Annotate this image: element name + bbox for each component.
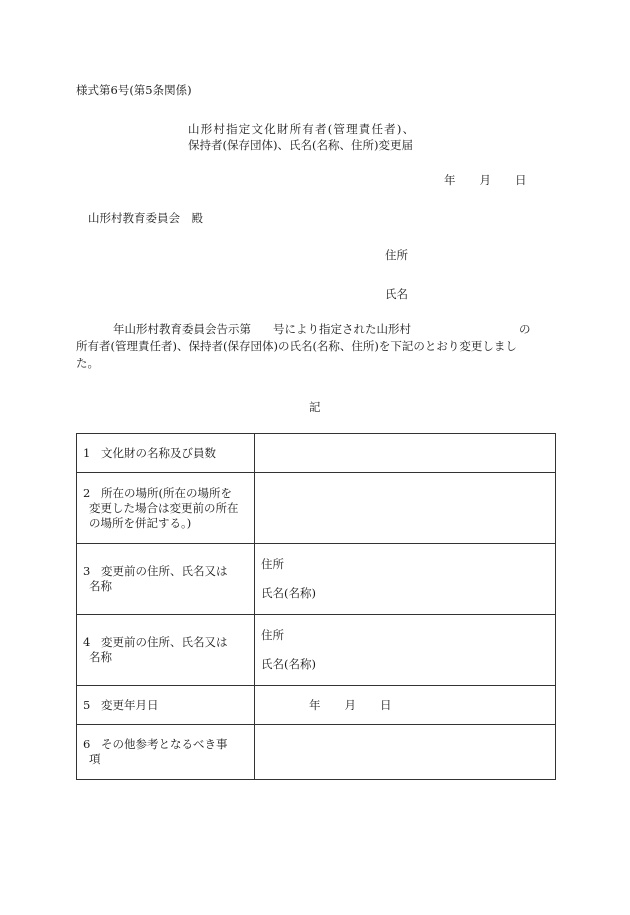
change-date-day: 日 <box>380 697 392 712</box>
ki-heading: 記 <box>309 400 321 414</box>
row-label: 6 その他参考となるべき事 項 <box>77 725 255 780</box>
form-number: 様式第6号(第5条関係) <box>76 83 192 97</box>
row-label: 4 変更前の住所、氏名又は 名称 <box>77 615 255 686</box>
table-row <box>77 434 556 473</box>
submission-date <box>444 172 527 188</box>
table-row <box>77 615 556 686</box>
changed-address-name-field[interactable] <box>255 615 556 686</box>
applicant-name-label: 氏名 <box>385 287 408 301</box>
body-part2: 号により指定された山形村 <box>273 322 411 336</box>
previous-address-name-field[interactable] <box>255 544 556 615</box>
sub-name-label: 氏名(名称) <box>261 586 316 600</box>
table-row <box>77 686 556 725</box>
sub-address-label: 住所 <box>261 628 284 642</box>
row-label: 5 変更年月日 <box>77 686 255 725</box>
change-date-field[interactable] <box>255 686 556 725</box>
table-row <box>77 473 556 544</box>
change-details-table <box>76 433 556 780</box>
location-field[interactable] <box>255 473 556 544</box>
addressee: 山形村教育委員会 殿 <box>88 211 203 225</box>
form-title-line1: 山形村指定文化財所有者(管理責任者)、 <box>188 122 416 136</box>
date-day: 日 <box>515 173 527 187</box>
change-date-year: 年 <box>309 697 321 712</box>
body-part1: 年山形村教育委員会告示第 <box>113 322 251 336</box>
row-label: 1 文化財の名称及び員数 <box>77 434 255 473</box>
row-label: 2 所在の場所(所在の場所を 変更した場合は変更前の所在の場所を併記する。) <box>77 473 255 544</box>
body-part3: の <box>519 322 531 336</box>
form-title-line2: 保持者(保存団体)、氏名(名称、住所)変更届 <box>188 138 413 152</box>
sub-address-label: 住所 <box>261 557 284 571</box>
body-line2: 所有者(管理責任者)、保持者(保存団体)の氏名(名称、住所)を下記のとおり変更しまし <box>76 339 517 353</box>
body-paragraph <box>76 321 554 372</box>
change-date-month: 月 <box>344 697 356 712</box>
table-row <box>77 725 556 780</box>
applicant-address-label: 住所 <box>385 248 408 262</box>
sub-name-label: 氏名(名称) <box>261 657 316 671</box>
body-line3: た。 <box>76 356 99 370</box>
date-year: 年 <box>444 173 456 187</box>
date-month: 月 <box>479 173 491 187</box>
row-label: 3 変更前の住所、氏名又は 名称 <box>77 544 255 615</box>
other-reference-field[interactable] <box>255 725 556 780</box>
cultural-property-name-field[interactable] <box>255 434 556 473</box>
table-row <box>77 544 556 615</box>
